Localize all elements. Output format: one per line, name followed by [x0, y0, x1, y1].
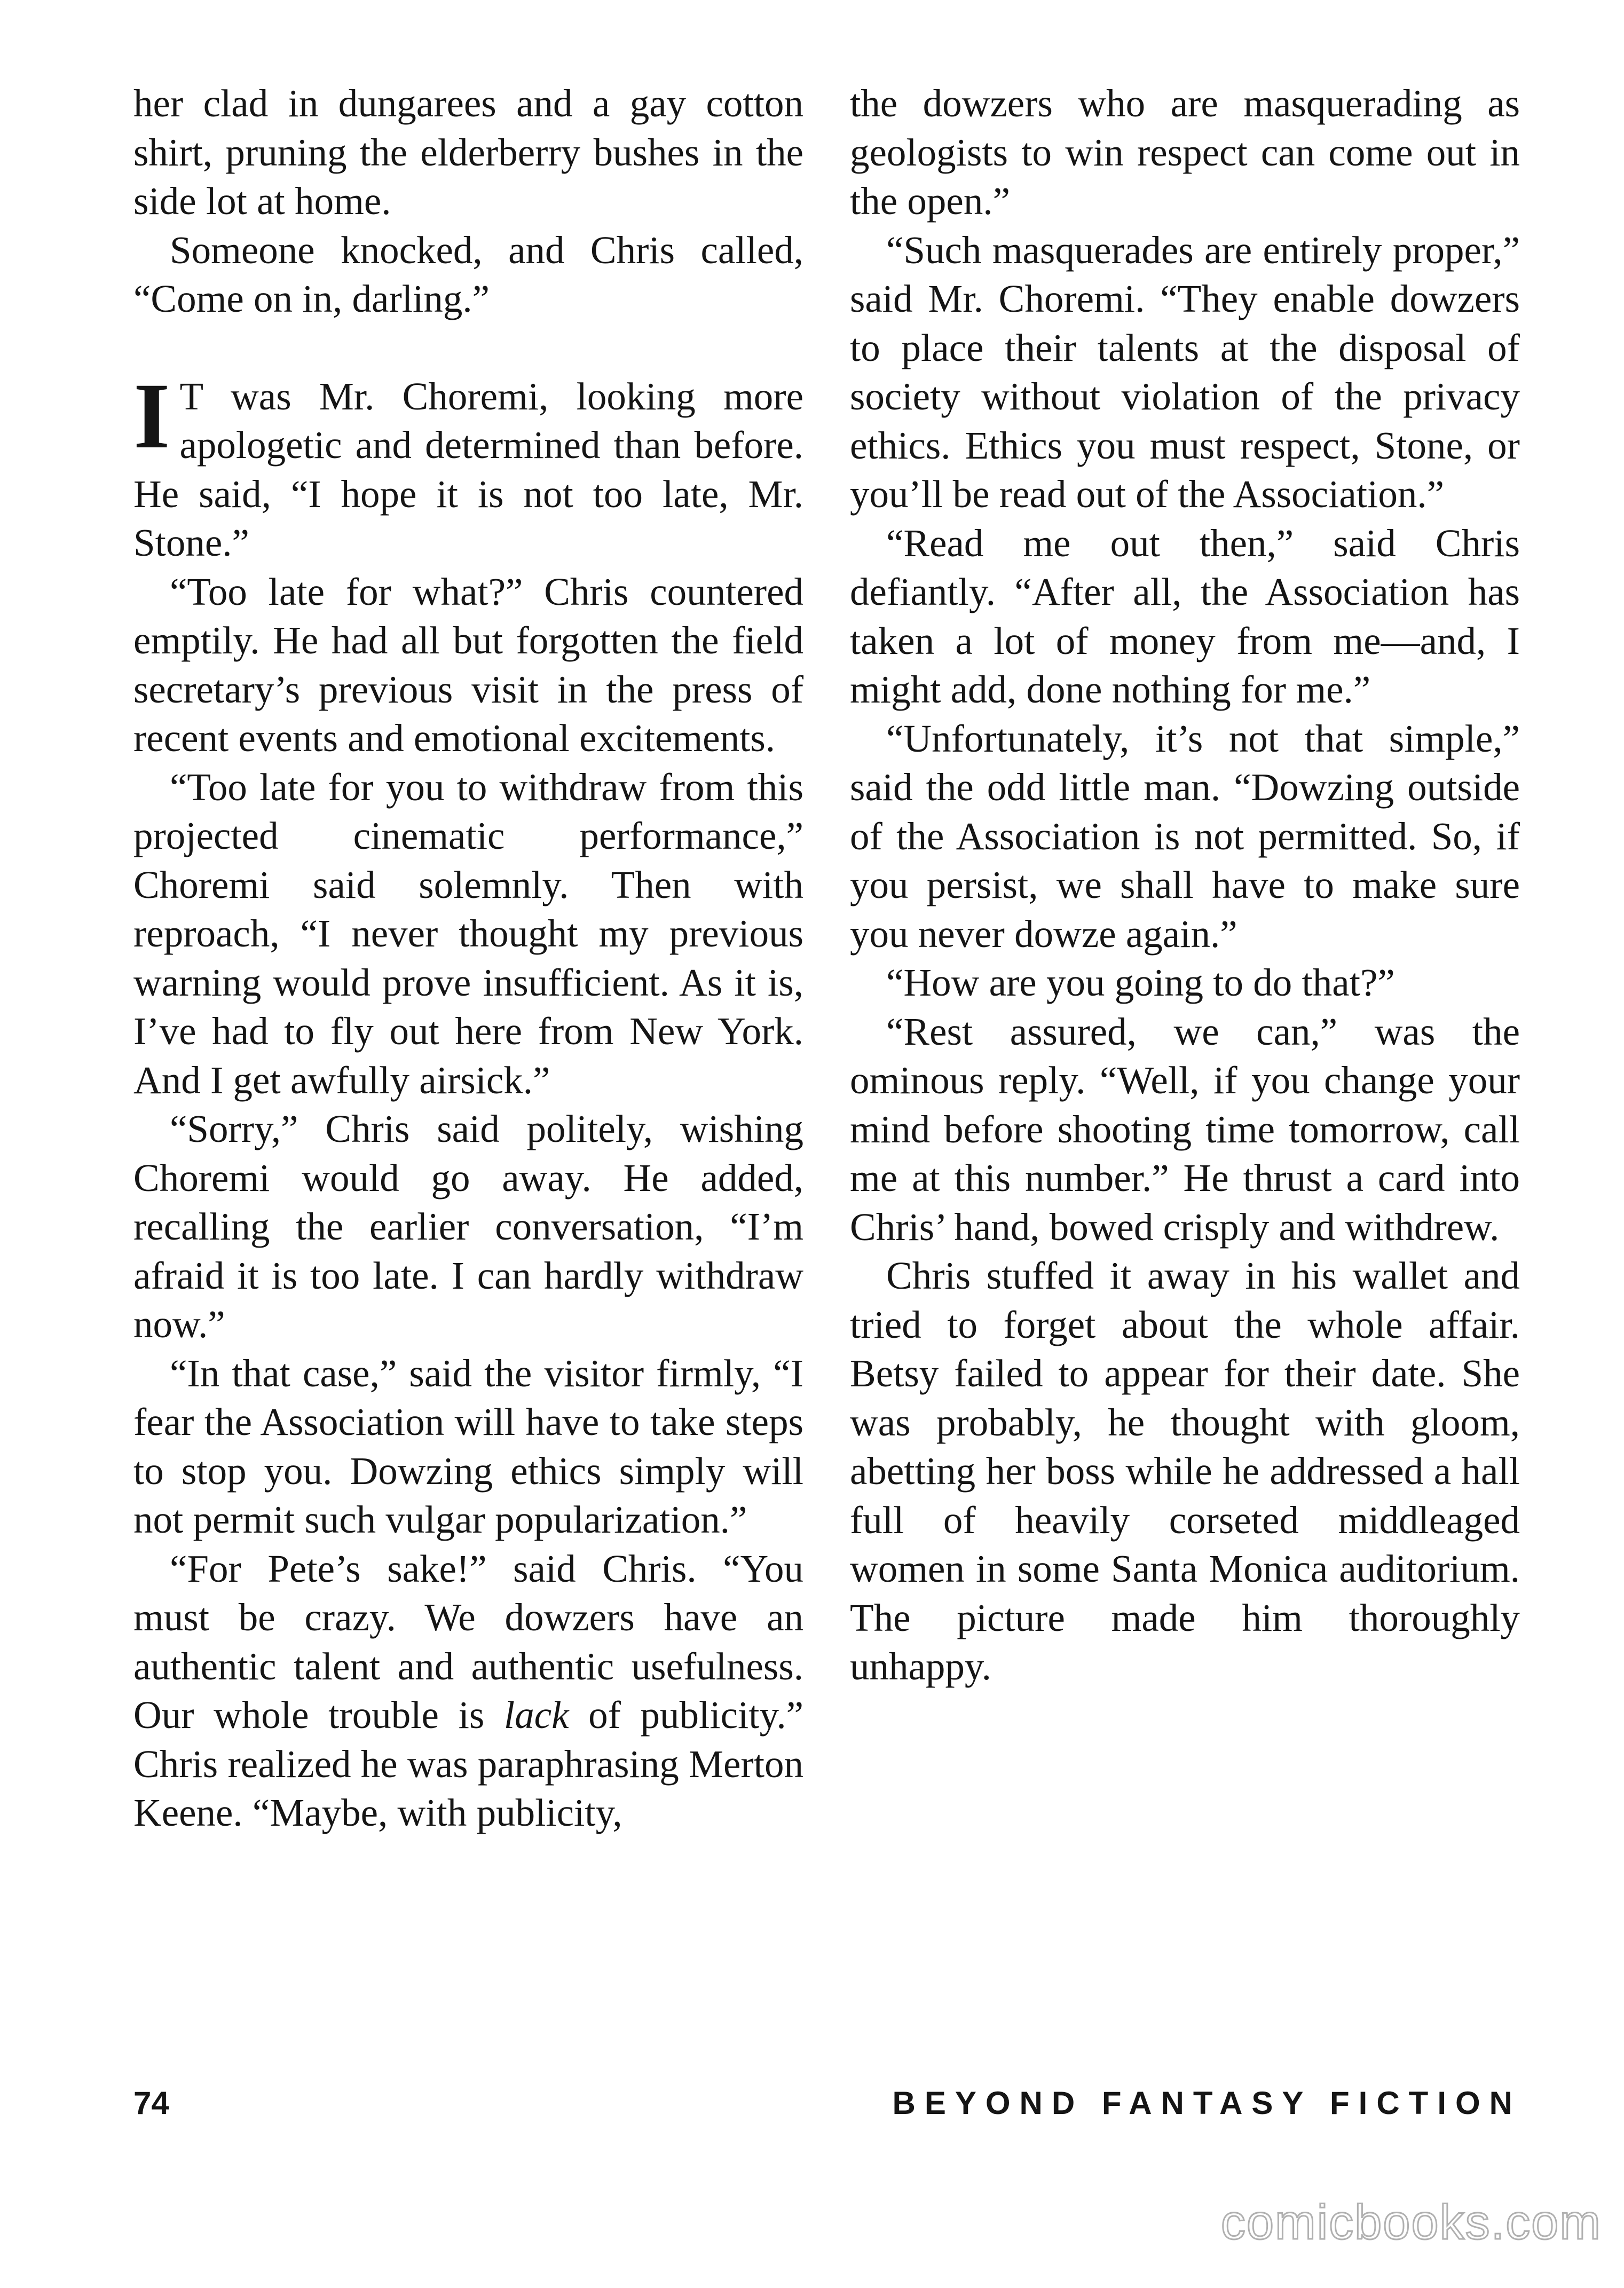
right-column — [850, 79, 1520, 1691]
paragraph: “Unfortunately, it’s not that simple,” said the odd little man. “Dowzing outside of the Association is not permitted. So, if you persist, we shall have to make sure you never dowze again.” — [850, 716, 1520, 956]
watermark: comicbooks.com — [1220, 2195, 1602, 2250]
page-footer — [133, 2079, 1521, 2127]
paragraph-text: T was Mr. Choremi, looking more apologetic and determined than before. He said, “I hope it is not too late, Mr. Stone.” — [133, 374, 803, 564]
paragraph — [133, 1544, 803, 1837]
italic-word: lack — [503, 1693, 569, 1737]
paragraph: “Rest assured, we can,” was the ominous reply. “Well, if you change your mind before shooting time tomorrow, call me at this number.” He thrust a card into Chris’ hand, bowed crisply and withdrew. — [850, 1009, 1520, 1249]
paragraph-text: of publicity.” Chris realized he was paraphrasing Merton Keene. “Maybe, with publicity, — [133, 1693, 803, 1834]
paragraph-text: “For Pete’s sake!” said Chris. “You must be crazy. We dowzers have an authentic talent and authentic usefulness. Our whole trouble is — [133, 1547, 803, 1737]
paragraph: her clad in dungarees and a gay cotton shirt, pruning the elderberry bushes in the side lot at home. — [133, 82, 803, 223]
drop-cap: I — [133, 364, 170, 468]
paragraph: Someone knocked, and Chris called, “Come on in, darling.” — [133, 228, 803, 320]
section-break — [133, 324, 803, 372]
paragraph: “In that case,” said the visitor firmly, “I fear the Association will have to take steps to stop you. Dowzing ethics simply will not permit such vulgar popularization.” — [133, 1351, 803, 1541]
paragraph-with-drop-cap — [133, 364, 803, 567]
page-number: 74 — [133, 2085, 169, 2121]
magazine-title: BEYOND FANTASY FICTION — [892, 2085, 1521, 2121]
paragraph: “Read me out then,” said Chris defiantly. “After all, the Association has taken a lot of money from me—and, I might add, done nothing for me.” — [850, 521, 1520, 711]
paragraph: the dowzers who are masquerading as geologists to win respect can come out in the open.” — [850, 82, 1520, 223]
paragraph: “How are you going to do that?” — [886, 961, 1395, 1004]
paragraph: “Too late for what?” Chris countered emptily. He had all but forgotten the field secretary’s previous visit in the press of recent events and emotional excitements. — [133, 570, 803, 760]
paragraph: “Too late for you to withdraw from this projected cinematic performance,” Choremi said solemnly. Then with reproach, “I never thought my previous warning would prove insufficient. As it is, I’ve had to fly out here from New York. And I get awfully airsick.” — [133, 765, 803, 1102]
left-column — [133, 79, 803, 1837]
paragraph: “Sorry,” Chris said politely, wishing Choremi would go away. He added, recalling the earlier conversation, “I’m afraid it is too late. I can hardly withdraw now.” — [133, 1107, 803, 1346]
paragraph: “Such masquerades are entirely proper,” said Mr. Choremi. “They enable dowzers to place their talents at the disposal of society without violation of the privacy ethics. Ethics you must respect, Stone, or you’ll be read out of the Association.” — [850, 228, 1520, 516]
paragraph: Chris stuffed it away in his wallet and tried to forget about the whole affair. Betsy failed to appear for their date. She was probably, he thought with gloom, abetting her boss while he addressed a hall full of heavily corseted middleaged women in some Santa Monica auditorium. The picture made him thoroughly unhappy. — [850, 1254, 1520, 1688]
